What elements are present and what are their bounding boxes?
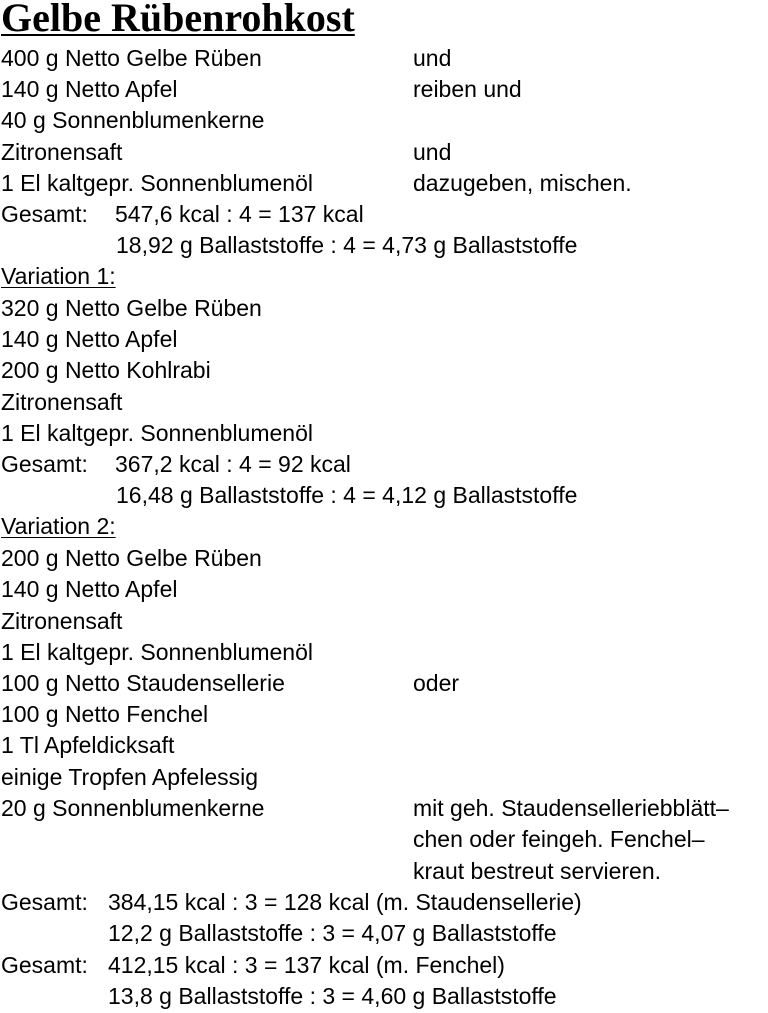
instruction-text: mit geh. Staudenselleriebblätt– [413,795,729,821]
total-fiber: 18,92 g Ballaststoffe : 4 = 4,73 g Ballaststoffe [116,232,578,258]
total-kcal: 367,2 kcal : 4 = 92 kcal [115,451,351,477]
instruction-text: dazugeben, mischen. [413,170,632,196]
total-fiber: 13,8 g Ballaststoffe : 3 = 4,60 g Ballaststoffe [108,983,557,1009]
total-kcal: 412,15 kcal : 3 = 137 kcal (m. Fenchel) [108,952,505,978]
total-kcal: 547,6 kcal : 4 = 137 kcal [115,201,364,227]
ingredient-line [0,856,768,887]
variation-1-heading: Variation 1: [1,263,116,289]
ingredient-line [0,43,768,74]
ingredient-text: 400 g Netto Gelbe Rüben [1,45,262,71]
instruction-text: chen oder feingeh. Fenchel– [413,826,705,852]
ingredient-text: 20 g Sonnenblumenkerne [1,795,265,821]
instruction-text: oder [413,670,460,696]
ingredient-text: 100 g Netto Staudensellerie [1,670,285,696]
recipe-title: Gelbe Rübenrohkost [1,0,355,40]
ingredient-text: 1 El kaltgepr. Sonnenblumenöl [1,420,313,446]
instruction-text: und [413,139,452,165]
ingredient-line [0,574,768,605]
ingredient-text: 320 g Netto Gelbe Rüben [1,295,262,321]
total-fiber: 16,48 g Ballaststoffe : 4 = 4,12 g Ballaststoffe [116,482,578,508]
variation-heading-line [0,511,768,542]
total-line [0,981,768,1012]
ingredient-text: 1 El kaltgepr. Sonnenblumenöl [1,170,313,196]
total-kcal: 384,15 kcal : 3 = 128 kcal (m. Staudensellerie) [108,889,582,915]
ingredient-text: 140 g Netto Apfel [1,326,178,352]
instruction-text: kraut bestreut servieren. [413,858,662,884]
ingredient-text: 140 g Netto Apfel [1,576,178,602]
total-label: Gesamt: [1,451,88,477]
total-line [0,950,768,981]
ingredient-line [0,762,768,793]
ingredient-line [0,324,768,355]
total-fiber: 12,2 g Ballaststoffe : 3 = 4,07 g Ballaststoffe [108,920,557,946]
total-line [0,918,768,949]
ingredient-text: 1 El kaltgepr. Sonnenblumenöl [1,639,313,665]
variation-2-heading: Variation 2: [1,513,116,539]
instruction-text: und [413,45,452,71]
total-line [0,230,768,261]
ingredient-line [0,293,768,324]
ingredient-text: Zitronensaft [1,608,123,634]
instruction-text: reiben und [413,76,522,102]
total-line [0,199,768,230]
ingredient-text: 100 g Netto Fenchel [1,701,209,727]
total-label: Gesamt: [1,889,88,915]
ingredient-line [0,137,768,168]
ingredient-line [0,730,768,761]
ingredient-line [0,105,768,136]
ingredient-line [0,793,768,824]
ingredient-line [0,668,768,699]
ingredient-text: 140 g Netto Apfel [1,76,178,102]
variation-heading-line [0,261,768,292]
ingredient-line [0,355,768,386]
total-line [0,449,768,480]
ingredient-text: 1 Tl Apfeldicksaft [1,732,175,758]
ingredient-text: 200 g Netto Kohlrabi [1,357,211,383]
ingredient-text: 200 g Netto Gelbe Rüben [1,545,262,571]
ingredient-line [0,606,768,637]
ingredient-line [0,387,768,418]
ingredient-line [0,699,768,730]
ingredient-line [0,74,768,105]
ingredient-line [0,168,768,199]
ingredient-line [0,637,768,668]
total-line [0,480,768,511]
ingredient-text: einige Tropfen Apfelessig [1,764,259,790]
ingredient-line [0,543,768,574]
ingredient-line [0,418,768,449]
ingredient-text: Zitronensaft [1,139,123,165]
total-line [0,887,768,918]
ingredient-text: Zitronensaft [1,389,123,415]
total-label: Gesamt: [1,952,88,978]
ingredient-text: 40 g Sonnenblumenkerne [1,107,265,133]
ingredient-line [0,824,768,855]
total-label: Gesamt: [1,201,88,227]
